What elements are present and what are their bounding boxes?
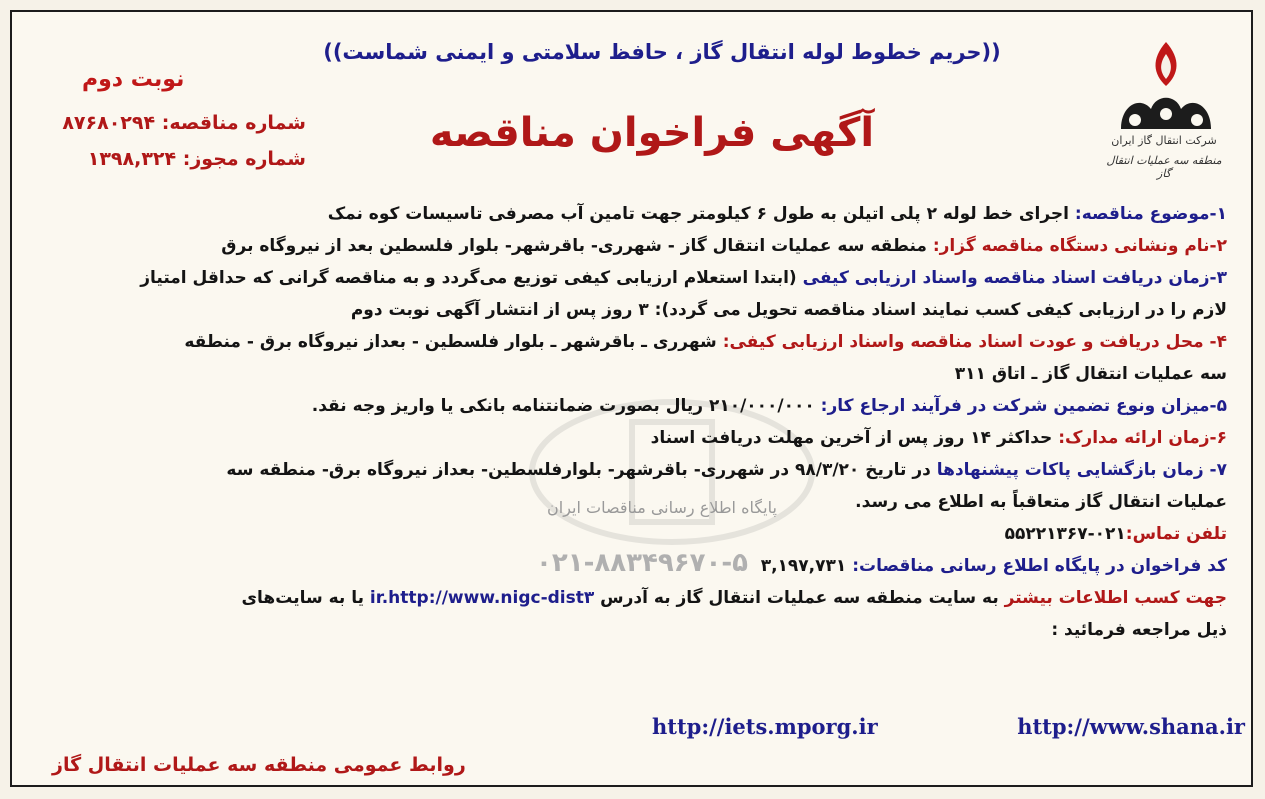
page-title: آگهی فراخوان مناقصه xyxy=(429,110,875,156)
iets-link[interactable]: http://iets.mporg.ir xyxy=(652,714,878,739)
item-text: (ابتدا استعلام ارزیابی کیفی توزیع می‌گردد و به مناقصه گرانی که حداقل امتیاز xyxy=(140,268,803,288)
slogan: ((حریم خطوط لوله انتقال گاز ، حافظ سلامتی و ایمنی شماست)) xyxy=(323,40,1001,64)
logo-caption-company: شرکت انتقال گاز ایران xyxy=(1111,134,1217,147)
more-info-cont: ذیل مراجعه فرمائید : xyxy=(1051,620,1227,640)
info-label: جهت کسب اطلاعات بیشتر xyxy=(1004,588,1227,608)
item-3 xyxy=(36,262,1227,294)
item-label: ۷- زمان بازگشایی پاکات پیشنهادها xyxy=(936,460,1227,480)
tender-notice xyxy=(10,10,1253,787)
nigc-logo-icon xyxy=(1111,34,1221,174)
item-6 xyxy=(36,422,1227,454)
round-badge: نوبت دوم xyxy=(82,67,185,92)
permit-number: شماره مجوز: ۱۳۹۸,۳۲۴ xyxy=(87,148,306,170)
tender-code xyxy=(36,550,1227,582)
item-text: ۲۱۰/۰۰۰/۰۰۰ ریال بصورت ضمانتنامه بانکی یا واریز وجه نقد. xyxy=(311,396,821,416)
info-text-tail: یا به سایت‌های xyxy=(241,588,370,608)
item-label: ۶-زمان ارائه مدارک: xyxy=(1058,428,1227,448)
phone-value: ۰۲۱-۵۵۲۲۱۳۶۷ xyxy=(1004,524,1126,544)
code-value: ۳,۱۹۷,۷۳۱ xyxy=(760,556,853,576)
item-1 xyxy=(36,198,1227,230)
watermark-text: پایگاه اطلاع رسانی مناقصات ایران xyxy=(547,498,777,517)
item-text: اجرای خط لوله ۲ پلی اتیلن به طول ۶ کیلومتر جهت تامین آب مصرفی تاسیسات کوه نمک xyxy=(327,204,1075,224)
info-text: به سایت منطقه سه عملیات انتقال گاز به آدرس xyxy=(594,588,1005,608)
notice-body xyxy=(36,198,1227,646)
item-2 xyxy=(36,230,1227,262)
tender-number: شماره مناقصه: ۸۷۶۸۰۲۹۴ xyxy=(62,112,306,134)
links-row xyxy=(12,714,1255,748)
shana-link[interactable]: http://www.shana.ir xyxy=(1017,714,1245,739)
nigc-website-link[interactable]: ir.http://www.nigc-dist۳ xyxy=(369,588,595,608)
item-3-cont: لازم را در ارزیابی کیفی کسب نمایند اسناد مناقصه تحویل می گردد): ۳ روز پس از انتشار آگهی نوبت دوم xyxy=(350,300,1227,320)
item-7-cont: عملیات انتقال گاز متعاقباً به اطلاع می رسد. xyxy=(855,492,1227,512)
watermark-phone: ۰۲۱-۸۸۳۴۹۶۷۰-۵ xyxy=(535,548,748,578)
code-label: کد فراخوان در پایگاه اطلاع رسانی مناقصات: xyxy=(852,556,1227,576)
item-text: در تاریخ ۹۸/۳/۲۰ در شهرری- باقرشهر- بلوارفلسطین- بعداز نیروگاه برق- منطقه سه xyxy=(226,460,937,480)
phone-label: تلفن تماس: xyxy=(1125,524,1227,544)
more-info xyxy=(36,582,1227,614)
signature: روابط عمومی منطقه سه عملیات انتقال گاز xyxy=(52,754,466,776)
contact-phone xyxy=(36,518,1227,550)
item-5 xyxy=(36,390,1227,422)
item-label: ۲-نام ونشانی دستگاه مناقصه گزار: xyxy=(932,236,1227,256)
item-label: ۱-موضوع مناقصه: xyxy=(1074,204,1227,224)
item-text: شهرری ـ باقرشهر ـ بلوار فلسطین - بعداز نیروگاه برق - منطقه xyxy=(184,332,723,352)
item-label: ۴- محل دریافت و عودت اسناد مناقصه واسناد ارزیابی کیفی: xyxy=(722,332,1227,352)
item-4 xyxy=(36,326,1227,358)
logo-caption-region: منطقه سه عملیات انتقال گاز xyxy=(1106,154,1222,180)
item-text: حداکثر ۱۴ روز پس از آخرین مهلت دریافت اسناد xyxy=(650,428,1059,448)
item-7 xyxy=(36,454,1227,486)
item-4-cont: سه عملیات انتقال گاز ـ اتاق ۳۱۱ xyxy=(954,364,1227,384)
item-label: ۵-میزان ونوع تضمین شرکت در فرآیند ارجاع کار: xyxy=(820,396,1227,416)
item-label: ۳-زمان دریافت اسناد مناقصه واسناد ارزیابی کیفی xyxy=(802,268,1227,288)
item-text: منطقه سه عملیات انتقال گاز - شهرری- باقرشهر- بلوار فلسطین بعد از نیروگاه برق xyxy=(221,236,933,256)
